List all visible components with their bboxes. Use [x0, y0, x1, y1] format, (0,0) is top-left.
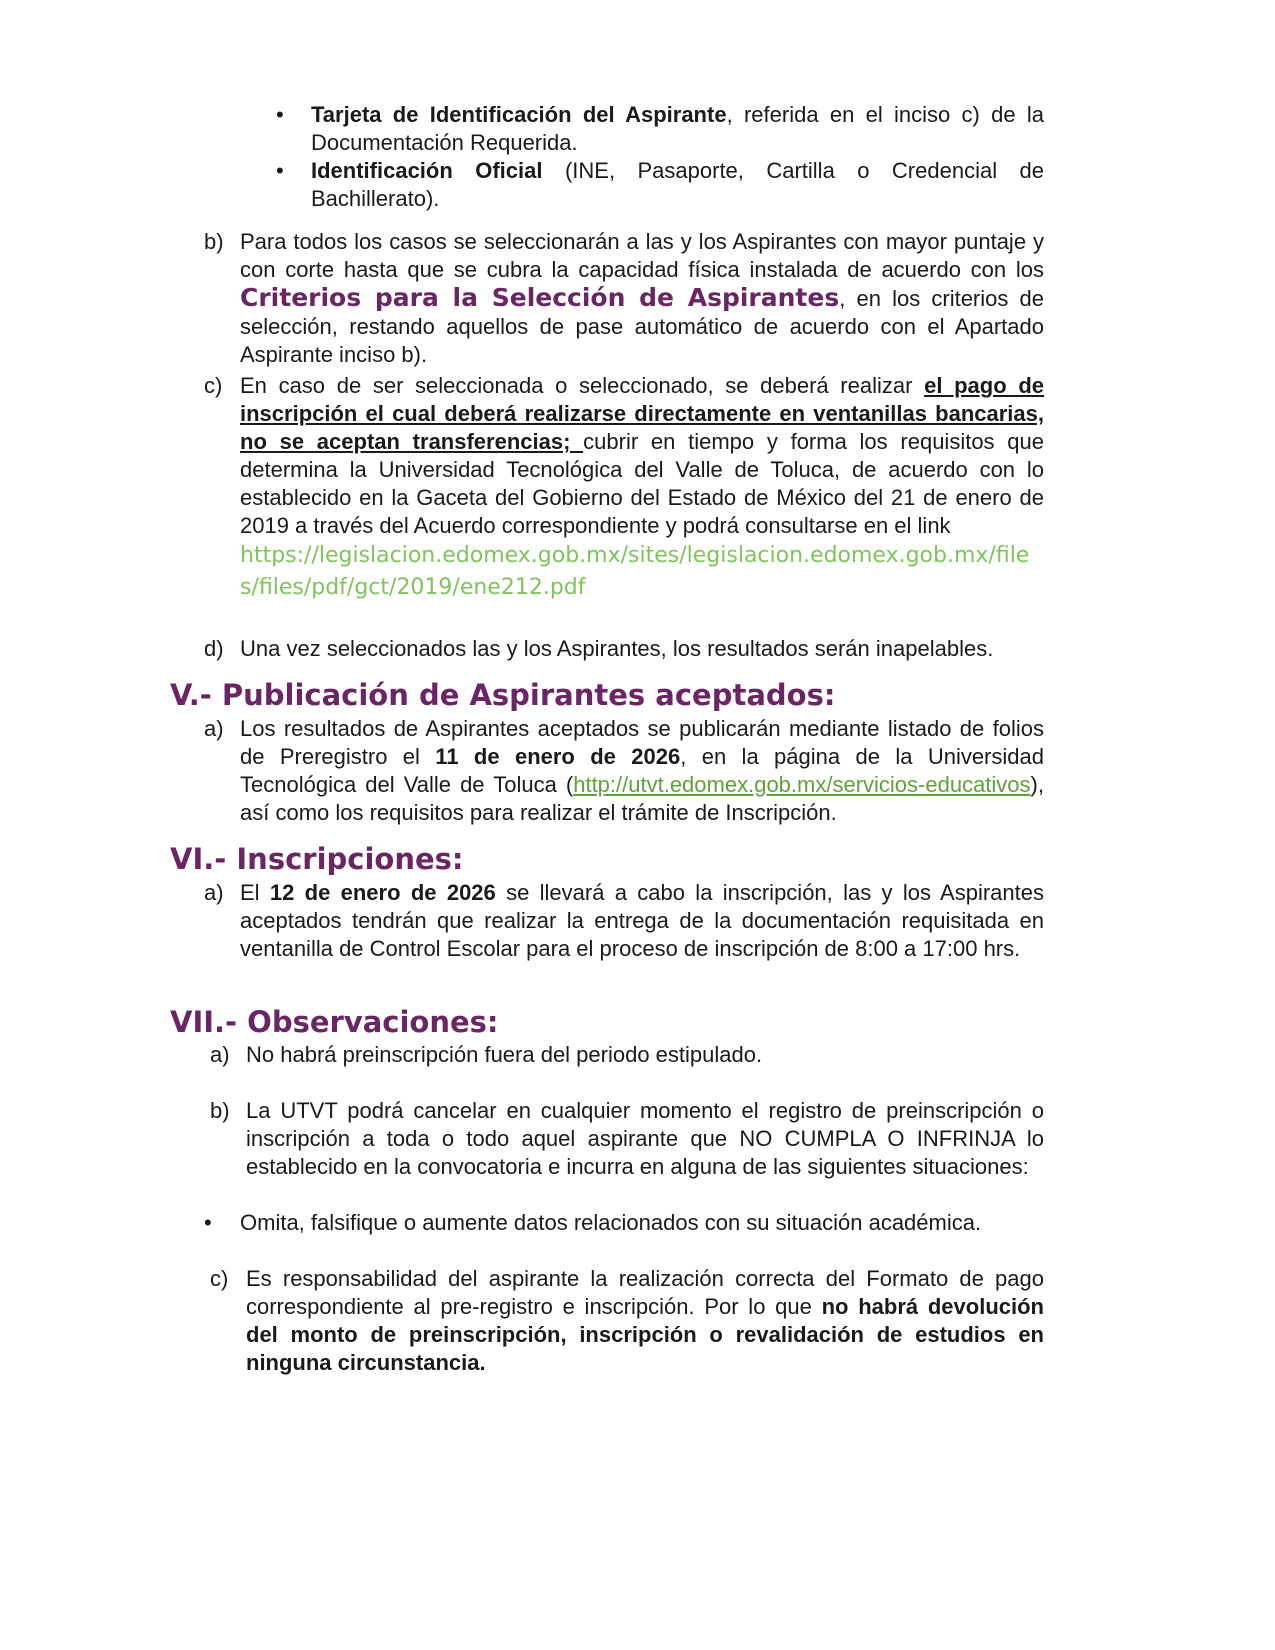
item-v-a-publication	[240, 715, 1044, 827]
bullet-bold: Identificación Oficial	[311, 158, 543, 183]
item-text: Para todos los casos se seleccionarán a las y los Aspirantes con mayor puntaje y con corte hasta que se cubra la capacidad física instalada de acuerdo con los	[240, 229, 1044, 282]
bullet-text: , referida en el inciso c) de la Documentación Requerida.	[311, 102, 1044, 155]
item-d-results: Una vez seleccionados las y los Aspirantes, los resultados serán inapelables.	[240, 636, 994, 661]
utvt-link[interactable]: http://utvt.edomex.gob.mx/servicios-educativos	[573, 772, 1031, 797]
bullet-bold: Tarjeta de Identificación del Aspirante	[311, 102, 727, 127]
item-text: cubrir en tiempo y forma los requisitos que determina la Universidad Tecnológica del Valle de Toluca, de acuerdo con lo establecido en la Gaceta del Gobierno del Estado de México del 21 de enero de 2019 a través del Acuerdo correspondiente y podrá consultarse en el link	[240, 429, 1044, 538]
item-label: a)	[204, 880, 224, 905]
item-label: c)	[204, 373, 223, 398]
no-refund-notice: no habrá devolución del monto de preinscripción, inscripción o revalidación de estudios en ninguna circunstancia.	[246, 1294, 1044, 1375]
item-label: b)	[210, 1098, 230, 1123]
bullet-icon: •	[276, 102, 284, 127]
item-vi-a-enrollment	[240, 879, 1044, 963]
section-heading-vi: VI.- Inscripciones:	[170, 842, 464, 876]
item-vii-a: No habrá preinscripción fuera del periodo estipulado.	[246, 1042, 763, 1067]
item-text: En caso de ser seleccionada o seleccionado, se deberá realizar	[240, 373, 925, 398]
item-c-payment	[240, 372, 1044, 604]
item-vii-b: La UTVT podrá cancelar en cualquier momento el registro de preinscripción o inscripción a toda o todo aquel aspirante que NO CUMPLA O INFRINJA lo establecido en la convocatoria e incurra en alguna de las siguientes situaciones:	[246, 1098, 1044, 1179]
item-text: , en los criterios de selección, restando aquellos de pase automático de acuerdo con el Apartado Aspirante inciso b).	[240, 286, 1045, 367]
enrollment-date: 12 de enero de 2026	[269, 880, 496, 905]
item-text: , en la página de la Universidad Tecnológica del Valle de Toluca (	[240, 744, 1044, 797]
item-label: c)	[210, 1266, 229, 1291]
item-text: El	[240, 880, 270, 905]
item-text: Es responsabilidad del aspirante la realización correcta del Formato de pago correspondiente al pre-registro e inscripción. Por lo que	[246, 1266, 1044, 1319]
bullet-item-id-card	[311, 101, 1044, 157]
item-text: ), así como los requisitos para realizar el trámite de Inscripción.	[240, 772, 1044, 825]
gazette-link[interactable]: https://legislacion.edomex.gob.mx/sites/legislacion.edomex.gob.mx/files/files/pdf/gct/2019/ene212.pdf	[240, 543, 1030, 600]
item-label: a)	[210, 1042, 230, 1067]
item-label: a)	[204, 716, 224, 741]
bullet-icon: •	[276, 158, 284, 183]
section-heading-v: V.- Publicación de Aspirantes aceptados:	[170, 678, 836, 712]
item-label: b)	[204, 229, 224, 254]
publication-date: 11 de enero de 2026	[435, 744, 681, 769]
payment-notice: el pago de inscripción el cual deberá realizarse directamente en ventanillas bancarias, no se aceptan transferencias;	[240, 373, 1045, 454]
bullet-icon: •	[204, 1210, 212, 1235]
bullet-item-falsify: Omita, falsifique o aumente datos relacionados con su situación académica.	[240, 1210, 982, 1235]
item-text: Los resultados de Aspirantes aceptados se publicarán mediante listado de folios de Preregistro el	[240, 716, 1044, 769]
item-b-selection	[240, 228, 1044, 369]
item-text: se llevará a cabo la inscripción, las y los Aspirantes aceptados tendrán que realizar la entrega de la documentación requisitada en ventanilla de Control Escolar para el proceso de inscripción de 8:00 a 17:00 hrs.	[240, 880, 1044, 961]
bullet-text: (INE, Pasaporte, Cartilla o Credencial de Bachillerato).	[311, 158, 1045, 211]
item-vii-c	[246, 1265, 1044, 1377]
item-label: d)	[204, 636, 224, 661]
criteria-highlight: Criterios para la Selección de Aspirantes	[240, 283, 840, 312]
bullet-item-official-id	[311, 157, 1044, 213]
section-heading-vii: VII.- Observaciones:	[170, 1005, 499, 1039]
